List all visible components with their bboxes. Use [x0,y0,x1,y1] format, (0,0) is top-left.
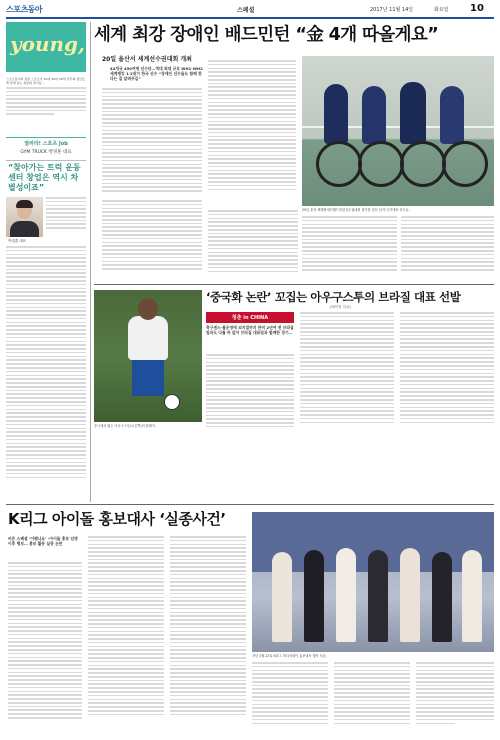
player-legs [132,360,164,396]
top-story-body-left-bottom [102,200,202,280]
idol-5 [400,548,420,642]
wheelchair-3 [400,141,446,187]
athlete-4 [440,86,464,144]
profile-body [10,221,39,237]
job-section-title: 열려라! 스포츠 Job [24,141,68,147]
china-story-body-col2 [300,312,394,434]
issue-date: 2017년 11월 14일 [370,7,414,13]
idol-7 [462,550,482,642]
wheelchair-1 [316,141,362,187]
china-story-kicker: 청춘 in CHINA [206,312,294,323]
wheelchair-4 [442,141,488,187]
kleague-story-deck: 비존 스폐셜 ‘어땠나요’ -아이돌 홍보 임명 이후 행보… 홍보 활동 실종 논란 [8,536,78,547]
idol-3 [336,548,356,642]
paper-name: 스포츠동아 [6,5,43,14]
idol-6 [432,552,452,642]
top-story-body-bottom-2 [302,216,397,280]
kleague-story-headline: K리그 아이돌 홍보대사 ‘실종사건’ [8,510,226,528]
top-story-body-bottom-3 [401,216,494,280]
job-headline: “찾아가는 트럭 운동센터 창업은 역시 차별성이죠” [8,163,81,192]
profile-caption: 박경훈 대표 [8,239,27,243]
athlete-2 [362,86,386,144]
badminton-team-photo [302,56,494,206]
kleague-body-col5 [334,662,410,732]
profile-photo [6,197,43,237]
job-body-top [46,197,86,237]
sidebar-divider [90,22,91,502]
idol-4 [368,550,388,642]
player-head [138,298,158,320]
china-story-body-col1 [206,354,294,434]
kleague-body-col3 [170,536,246,732]
job-body [6,246,86,502]
idol-1 [272,552,292,642]
kleague-body-col6 [416,662,494,732]
top-story-body-col2 [208,60,296,200]
top-story-deck: 44개국 450여명 선수단…역대 최대 규모 WH1·WH2 세계랭킹 1·2위가 한국 선수 “장애인 선수들도 함께 한다는 걸 알려주길” [110,66,203,82]
top-story-rule [94,284,494,285]
masthead-rule [6,17,494,19]
soccer-player-photo [94,290,202,422]
young-logo: young, [10,32,85,56]
section-label: 스페셜 [237,7,255,14]
china-story-rule [6,504,494,505]
soccer-ball [164,394,180,410]
sidebar-intro: 스포츠동아와 청춘 스포츠가 10대 30대 20세 전후의 청년들에 함께 하는 청춘의 즐거움... [6,77,86,132]
china-story-headline: ‘중국화 논란’ 꼬집는 아우구스투의 브라질 대표 선발 [206,290,461,304]
top-story-subheading: 20일 울산서 세계선수권대회 개최 [102,56,192,63]
sidebar [6,22,86,502]
wheelchair-2 [358,141,404,187]
job-section-box [6,137,86,161]
kleague-event-photo [252,512,494,652]
issue-weekday: 화요일 [434,7,449,13]
profile-hair [16,200,33,208]
athlete-3 [400,82,426,144]
athlete-1 [324,84,348,144]
idol-2 [304,550,324,642]
china-story-deck: 축구센스·볼운영에 피지컬까지 완비 2년여 전 브라질 팀과도 다를 바 없어 브라질 대표팀과 함께한 경기… [206,325,294,336]
page-number: 10 [470,3,484,14]
player-shirt [128,316,168,360]
kleague-body-col4 [252,662,328,732]
top-story-photo-caption: 20일 울산 세계장애인배드민턴선수권대회 참가를 앞둔 남자 국가대표 선수들. [302,208,410,212]
top-story-body-col1 [102,88,202,198]
masthead [0,0,500,16]
top-story-headline: 세계 최강 장애인 배드민턴 “金 4개 따올게요” [94,25,439,45]
china-story-byline: (베이징 특파) [330,305,351,309]
top-story-body-bottom [208,210,298,280]
china-story-photo-caption: 중국에서 뛰는 아우구스투(오른쪽)의 플레이. [94,424,156,428]
job-company: GYM TRUCK 박경훈 대표 [20,150,72,155]
china-story-body-col3 [400,312,494,434]
young-logo-box [6,22,86,72]
kleague-body-col2 [88,536,164,732]
kleague-photo-caption: 지난 2월 22일 K리그 미디어데이 홍보대사 행사 모습. [252,654,327,658]
kleague-body-col1 [8,562,82,732]
